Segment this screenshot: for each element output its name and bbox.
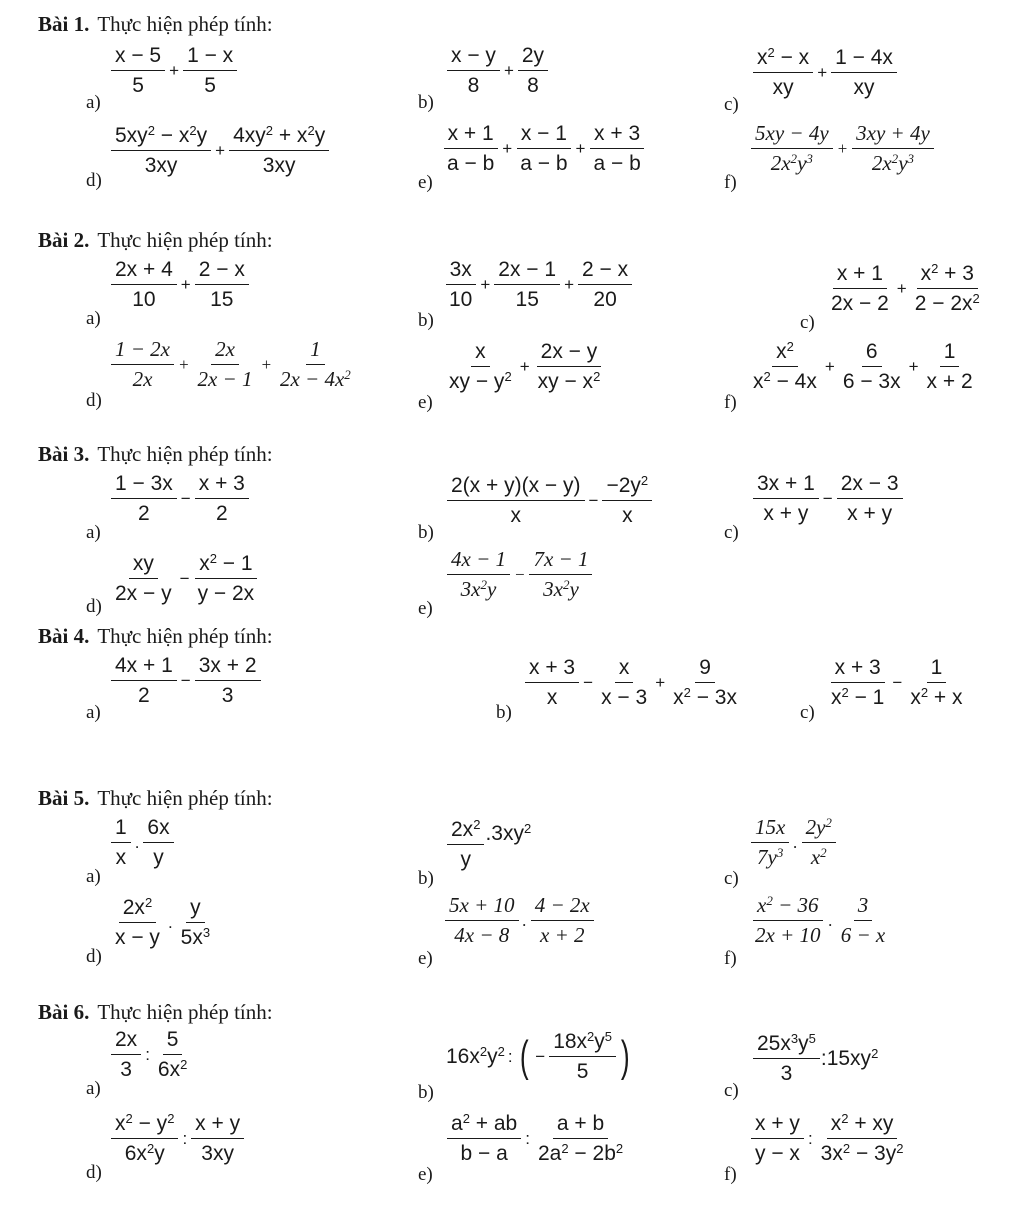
operator: − bbox=[180, 670, 191, 690]
operator: + bbox=[564, 274, 575, 294]
numerator: x + 3 bbox=[831, 656, 885, 683]
exercise-6-heading bbox=[38, 1000, 273, 1025]
denominator: 10 bbox=[132, 287, 156, 311]
denominator: x + 2 bbox=[926, 369, 973, 393]
expr-1a bbox=[110, 44, 238, 97]
numerator: x + y bbox=[191, 1112, 244, 1139]
expr-2e bbox=[444, 340, 605, 393]
numerator: x + y bbox=[751, 1112, 804, 1139]
numerator: 3x + 1 bbox=[753, 472, 819, 499]
operator: + bbox=[896, 278, 907, 298]
denominator: a − b bbox=[447, 151, 495, 175]
denominator: 3xy bbox=[144, 153, 178, 177]
denominator: x − 3 bbox=[601, 685, 648, 709]
numerator: $2x^2$ bbox=[119, 896, 156, 923]
expr-3a bbox=[110, 472, 250, 525]
exercise-1-title: Thực hiện phép tính: bbox=[97, 12, 273, 36]
numerator: 9 bbox=[695, 656, 715, 683]
label-6b: b) bbox=[418, 1082, 434, 1103]
expr-5b bbox=[446, 818, 531, 871]
expr-6d bbox=[110, 1112, 245, 1165]
expr-5d bbox=[110, 896, 215, 949]
numerator: 1 − 4x bbox=[831, 46, 897, 73]
label-2d: d) bbox=[86, 390, 102, 411]
operator: + bbox=[817, 62, 828, 82]
expr-3e bbox=[446, 548, 593, 601]
operator: + bbox=[575, 138, 586, 158]
numerator: 2y bbox=[518, 44, 548, 71]
denominator: b − a bbox=[460, 1141, 508, 1165]
numerator: xy bbox=[129, 552, 158, 579]
expr-5c bbox=[750, 816, 837, 869]
exercise-3-title: Thực hiện phép tính: bbox=[97, 442, 273, 466]
exercise-2-title: Thực hiện phép tính: bbox=[97, 228, 273, 252]
numerator: 5xy − 4y bbox=[751, 122, 833, 149]
label-5d: d) bbox=[86, 946, 102, 967]
numerator: 2x + 4 bbox=[111, 258, 177, 285]
denominator: $x^2 - 1$ bbox=[831, 684, 885, 709]
numerator: $5xy^2 - x^2y$ bbox=[111, 124, 211, 151]
denominator: xy bbox=[772, 75, 794, 99]
denominator: $x^2 - 4x$ bbox=[753, 368, 817, 393]
label-6f: f) bbox=[724, 1164, 737, 1185]
operator: + bbox=[480, 274, 491, 294]
label-5e: e) bbox=[418, 948, 433, 969]
label-2f: f) bbox=[724, 392, 737, 413]
numerator: 3x bbox=[446, 258, 476, 285]
numerator: 2x − 3 bbox=[837, 472, 903, 499]
denominator: $3x^2y$ bbox=[460, 576, 497, 601]
operator: : bbox=[182, 1128, 188, 1148]
numerator: $-2y^2$ bbox=[602, 474, 652, 501]
numerator: x + 3 bbox=[590, 122, 644, 149]
multiplier-term: $.3xy^2$ bbox=[485, 820, 532, 845]
denominator: 20 bbox=[593, 287, 617, 311]
numerator: 4x + 1 bbox=[111, 654, 177, 681]
operator: + bbox=[180, 274, 191, 294]
denominator: x − y bbox=[115, 925, 160, 949]
operator: + bbox=[502, 138, 513, 158]
exercise-2-number: Bài 2. bbox=[38, 228, 90, 252]
denominator: y bbox=[460, 847, 471, 871]
expr-4a bbox=[110, 654, 262, 707]
denominator: 2x − y bbox=[115, 581, 172, 605]
dividend-term: $16x^2y^2$ bbox=[446, 1043, 505, 1068]
label-1f: f) bbox=[724, 172, 737, 193]
expr-1d bbox=[110, 124, 330, 177]
numerator: x − y bbox=[447, 44, 500, 71]
numerator: y bbox=[186, 896, 205, 923]
denominator: $7y^3$ bbox=[756, 844, 784, 869]
operator: . bbox=[793, 832, 798, 852]
numerator: 3xy + 4y bbox=[852, 122, 934, 149]
exercise-3-number: Bài 3. bbox=[38, 442, 90, 466]
denominator: 6 − 3x bbox=[842, 369, 901, 393]
denominator: $x^2 - 3x$ bbox=[673, 684, 737, 709]
expr-4b bbox=[524, 656, 742, 709]
numerator: $x^2 - 36$ bbox=[753, 894, 823, 921]
denominator: 3 bbox=[221, 683, 234, 707]
expr-1b bbox=[446, 44, 549, 97]
numerator: 2x − y bbox=[537, 340, 602, 367]
numerator: $x^2$ + xy bbox=[827, 1112, 898, 1139]
numerator: $x^2 + 3$ bbox=[917, 262, 978, 289]
denominator: $3x^2 - 3y^2$ bbox=[820, 1140, 904, 1165]
numerator: 1 bbox=[111, 816, 131, 843]
denominator: 15 bbox=[515, 287, 539, 311]
denominator: 2 bbox=[138, 683, 150, 707]
numerator: $x^2 - y^2$ bbox=[111, 1112, 178, 1139]
numerator: $18x^2y^5$ bbox=[549, 1030, 616, 1057]
numerator: $x^2 - x$ bbox=[753, 46, 813, 73]
expr-6a bbox=[110, 1028, 192, 1081]
label-5c: c) bbox=[724, 868, 739, 889]
numerator: x + 1 bbox=[833, 262, 887, 289]
label-1a: a) bbox=[86, 92, 101, 113]
right-paren: ) bbox=[620, 1031, 630, 1081]
numerator: $x^2 - 1$ bbox=[195, 552, 256, 579]
exercise-6-number: Bài 6. bbox=[38, 1000, 90, 1024]
expr-4c bbox=[826, 656, 968, 709]
label-5a: a) bbox=[86, 866, 101, 887]
numerator: x − 5 bbox=[111, 44, 165, 71]
label-3a: a) bbox=[86, 522, 101, 543]
operator: − bbox=[180, 488, 191, 508]
label-1c: c) bbox=[724, 94, 739, 115]
numerator: 2x − 1 bbox=[494, 258, 560, 285]
label-1e: e) bbox=[418, 172, 433, 193]
denominator: 5 bbox=[204, 73, 216, 97]
left-paren: ( bbox=[519, 1031, 529, 1081]
label-4c: c) bbox=[800, 702, 815, 723]
operator: + bbox=[824, 356, 835, 376]
label-1d: d) bbox=[86, 170, 102, 191]
operator: − bbox=[514, 564, 526, 584]
numerator: 2x bbox=[111, 1028, 141, 1055]
denominator: $2 - 2x^2$ bbox=[914, 290, 980, 315]
numerator: 6 bbox=[862, 340, 882, 367]
denominator: 3 bbox=[780, 1061, 793, 1085]
label-6d: d) bbox=[86, 1162, 102, 1183]
exercise-5-heading bbox=[38, 786, 273, 811]
denominator: 2x bbox=[132, 366, 153, 391]
exercise-4-title: Thực hiện phép tính: bbox=[97, 624, 273, 648]
label-2c: c) bbox=[800, 312, 815, 333]
label-6c: c) bbox=[724, 1080, 739, 1101]
denominator: 10 bbox=[449, 287, 473, 311]
denominator: x bbox=[622, 503, 633, 527]
denominator: x + y bbox=[763, 501, 809, 525]
denominator: xy − $y^2$ bbox=[449, 368, 512, 393]
numerator: 2(x + y)(x − y) bbox=[447, 474, 585, 501]
numerator: $4xy^2 + x^2y$ bbox=[229, 124, 329, 151]
label-6e: e) bbox=[418, 1164, 433, 1185]
exercise-6-title: Thực hiện phép tính: bbox=[97, 1000, 273, 1024]
expr-3b bbox=[446, 474, 653, 527]
label-2b: b) bbox=[418, 310, 434, 331]
denominator: a − b bbox=[520, 151, 568, 175]
numerator: 1 − 3x bbox=[111, 472, 177, 499]
numerator: 15x bbox=[751, 816, 789, 843]
numerator: x bbox=[471, 340, 490, 367]
numerator: x + 3 bbox=[195, 472, 249, 499]
label-3c: c) bbox=[724, 522, 739, 543]
label-4a: a) bbox=[86, 702, 101, 723]
operator: + bbox=[178, 354, 190, 374]
expr-3d bbox=[110, 552, 259, 605]
denominator: 2 bbox=[138, 501, 150, 525]
operator: − bbox=[179, 568, 190, 588]
denominator: xy − $x^2$ bbox=[537, 368, 601, 393]
label-4b: b) bbox=[496, 702, 512, 723]
operator: : bbox=[807, 1128, 813, 1148]
operator: + bbox=[836, 138, 849, 158]
expr-6f bbox=[750, 1112, 908, 1165]
numerator: 3x + 2 bbox=[195, 654, 261, 681]
denominator: y bbox=[153, 845, 164, 869]
numerator: $2x^2$ bbox=[447, 818, 484, 845]
numerator: x bbox=[615, 656, 634, 683]
denominator: $5x^3$ bbox=[180, 924, 211, 949]
numerator: 2 − x bbox=[578, 258, 632, 285]
denominator: 2x + 10 bbox=[755, 922, 821, 947]
numerator: x + 1 bbox=[444, 122, 498, 149]
exercise-1-number: Bài 1. bbox=[38, 12, 90, 36]
expr-2d bbox=[110, 338, 356, 391]
denominator: $2x^2y^3$ bbox=[871, 150, 915, 175]
denominator: $6x^2y$ bbox=[124, 1140, 165, 1165]
expr-1c bbox=[752, 46, 898, 99]
numerator: $a^2$ + ab bbox=[447, 1112, 521, 1139]
denominator: x bbox=[510, 503, 522, 527]
denominator: $2x - 4x^2$ bbox=[279, 366, 351, 391]
divisor-term: $:15xy^2$ bbox=[820, 1045, 879, 1070]
numerator: 5x + 10 bbox=[445, 894, 519, 921]
expr-2a bbox=[110, 258, 250, 311]
numerator: 1 bbox=[940, 340, 960, 367]
expr-5e bbox=[444, 894, 595, 947]
label-6a: a) bbox=[86, 1078, 101, 1099]
denominator: 4x − 8 bbox=[454, 922, 510, 947]
label-3d: d) bbox=[86, 596, 102, 617]
operator: : bbox=[507, 1046, 513, 1066]
operator: − bbox=[892, 672, 903, 692]
denominator: x bbox=[546, 685, 558, 709]
operator: + bbox=[215, 140, 226, 160]
expr-5a bbox=[110, 816, 175, 869]
denominator: $x^2 + x$ bbox=[910, 684, 963, 709]
expr-2f bbox=[748, 340, 978, 393]
expr-6b bbox=[446, 1030, 634, 1083]
operator: − bbox=[583, 672, 594, 692]
denominator: 5 bbox=[132, 73, 144, 97]
expr-1f bbox=[750, 122, 935, 175]
exercise-3-heading bbox=[38, 442, 273, 467]
operator: + bbox=[908, 356, 919, 376]
numerator: x − 1 bbox=[517, 122, 571, 149]
denominator: x bbox=[115, 845, 127, 869]
denominator: 3xy bbox=[262, 153, 296, 177]
denominator: 5 bbox=[576, 1059, 589, 1083]
expr-1e bbox=[442, 122, 646, 175]
exercise-5-number: Bài 5. bbox=[38, 786, 90, 810]
numerator: 1 − 2x bbox=[111, 338, 174, 365]
exercise-5-title: Thực hiện phép tính: bbox=[97, 786, 273, 810]
exercise-2-heading bbox=[38, 228, 273, 253]
denominator: $x^2$ bbox=[810, 844, 827, 869]
denominator: 8 bbox=[467, 73, 480, 97]
numerator: $x^2$ bbox=[772, 340, 798, 367]
operator: : bbox=[145, 1044, 150, 1064]
numerator: 4x − 1 bbox=[447, 548, 510, 575]
denominator: x + 2 bbox=[540, 922, 585, 947]
label-3e: e) bbox=[418, 598, 433, 619]
numerator: 1 bbox=[306, 338, 325, 365]
operator: + bbox=[519, 356, 530, 376]
numerator: 6x bbox=[143, 816, 173, 843]
denominator: $6x^2$ bbox=[157, 1056, 188, 1081]
label-2a: a) bbox=[86, 308, 101, 329]
numerator: 5 bbox=[163, 1028, 183, 1055]
operator: + bbox=[655, 672, 666, 692]
label-5b: b) bbox=[418, 868, 434, 889]
numerator: 1 − x bbox=[183, 44, 237, 71]
denominator: 2x − 1 bbox=[197, 366, 253, 391]
expr-2c bbox=[826, 262, 985, 315]
denominator: 8 bbox=[527, 73, 539, 97]
exercise-4-heading bbox=[38, 624, 273, 649]
denominator: $2x^2y^3$ bbox=[770, 150, 813, 175]
denominator: $2a^2 - 2b^2$ bbox=[537, 1140, 624, 1165]
operator: . bbox=[828, 910, 833, 930]
denominator: 15 bbox=[210, 287, 234, 311]
operator: − bbox=[822, 488, 833, 508]
expr-2b bbox=[444, 258, 633, 311]
denominator: 3xy bbox=[201, 1141, 234, 1165]
label-3b: b) bbox=[418, 522, 434, 543]
operator: : bbox=[525, 1128, 530, 1148]
sign: − bbox=[535, 1046, 546, 1066]
denominator: $3x^2y$ bbox=[543, 576, 579, 601]
operator: + bbox=[503, 60, 514, 80]
operator: . bbox=[522, 910, 527, 930]
operator: − bbox=[588, 490, 599, 510]
operator: + bbox=[169, 60, 180, 80]
numerator: 3 bbox=[854, 894, 873, 921]
denominator: 2 bbox=[215, 501, 228, 525]
numerator: 4 − 2x bbox=[531, 894, 594, 921]
operator: + bbox=[260, 354, 272, 374]
numerator: 2 − x bbox=[195, 258, 249, 285]
numerator: $2y^2$ bbox=[802, 816, 836, 843]
numerator: x + 3 bbox=[525, 656, 579, 683]
expr-5f bbox=[750, 894, 890, 947]
denominator: 2x − 2 bbox=[831, 291, 889, 315]
label-1b: b) bbox=[418, 92, 434, 113]
label-2e: e) bbox=[418, 392, 433, 413]
denominator: x + y bbox=[847, 501, 893, 525]
numerator: $25x^3y^5$ bbox=[753, 1032, 820, 1059]
numerator: 2x bbox=[211, 338, 239, 365]
denominator: 6 − x bbox=[840, 922, 886, 947]
label-5f: f) bbox=[724, 948, 737, 969]
numerator: a + b bbox=[553, 1112, 608, 1139]
denominator: a − b bbox=[593, 151, 641, 175]
denominator: xy bbox=[853, 75, 875, 99]
numerator: 1 bbox=[927, 656, 947, 683]
expr-6c bbox=[752, 1032, 878, 1085]
expr-6e bbox=[446, 1112, 628, 1165]
operator: . bbox=[134, 832, 140, 852]
denominator: 3 bbox=[120, 1057, 132, 1081]
operator: . bbox=[167, 912, 173, 932]
exercise-4-number: Bài 4. bbox=[38, 624, 90, 648]
expr-3c bbox=[752, 472, 904, 525]
exercise-1-heading bbox=[38, 12, 273, 37]
numerator: 7x − 1 bbox=[529, 548, 592, 575]
denominator: y − 2x bbox=[197, 581, 255, 605]
denominator: y − x bbox=[755, 1141, 800, 1165]
